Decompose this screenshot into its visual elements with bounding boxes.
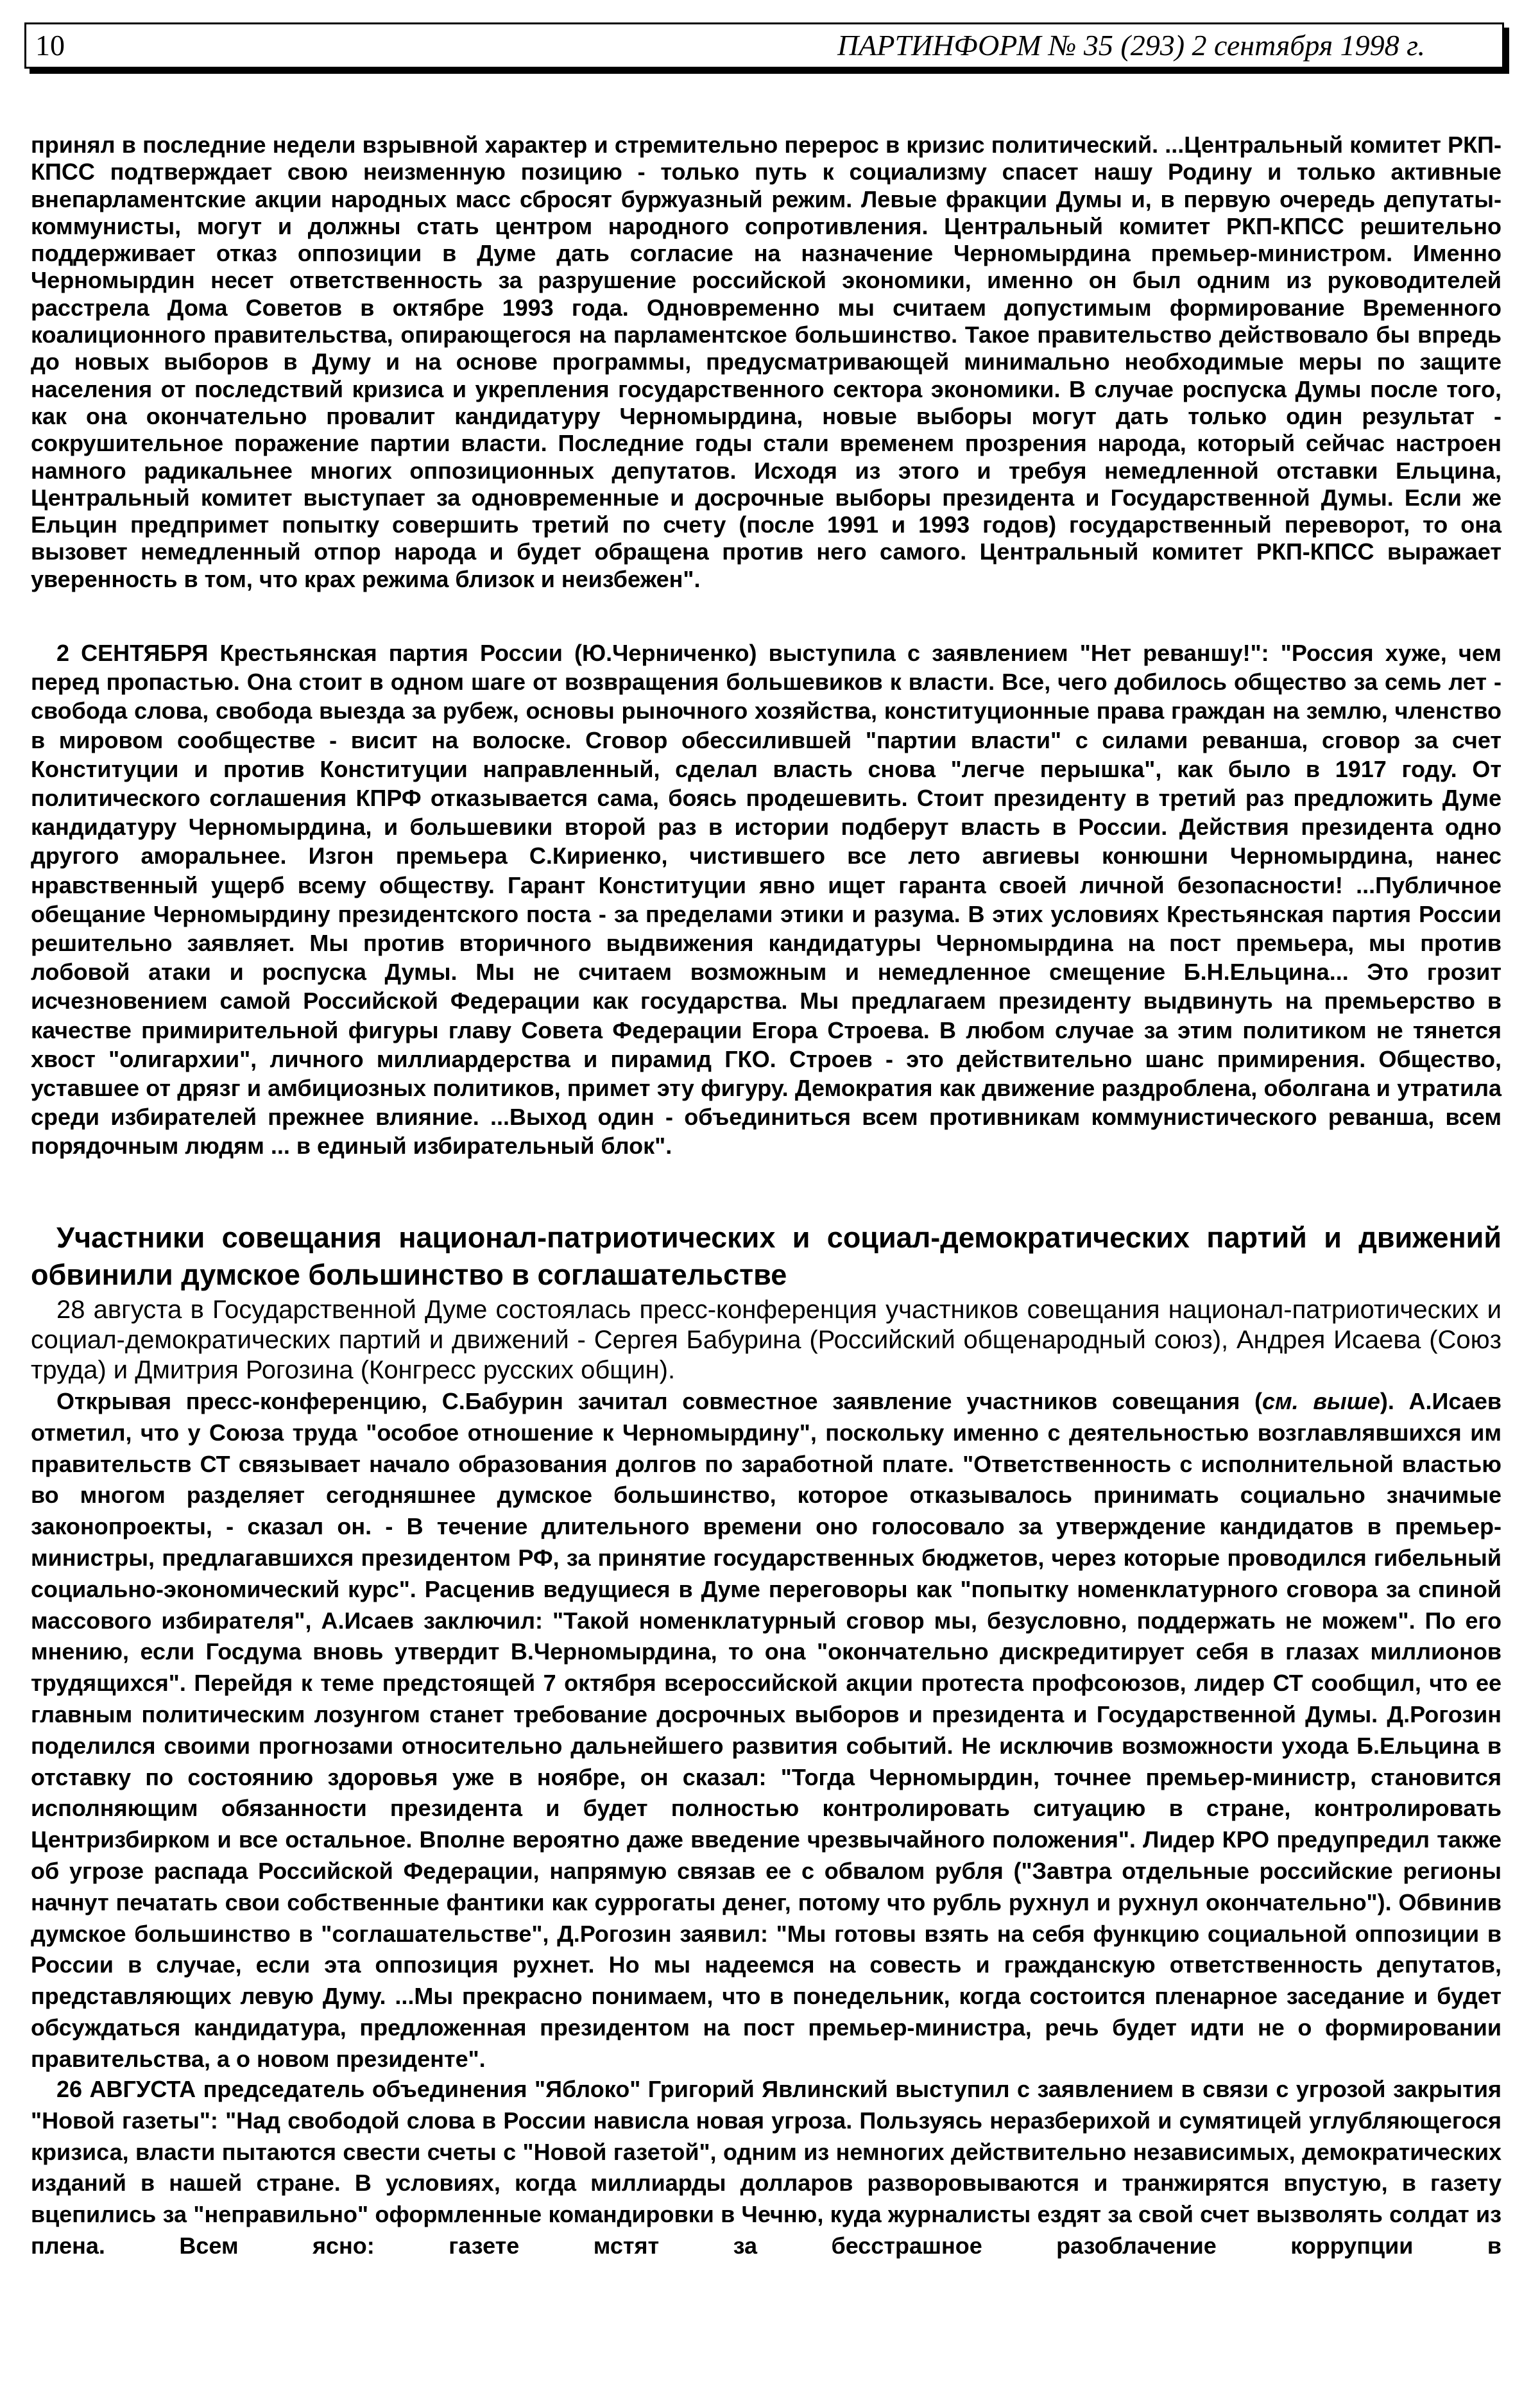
paragraph-peasant-party xyxy=(31,638,1502,1161)
paragraph-rkp-statement: принял в последние недели взрывной характер и стремительно перерос в кризис политический. ...Центральный комитет РКП-КПСС подтверждает свою неизменную позицию - только путь к социализму спасет нашу Родину и только активные внепарламентские акции народных масс сбросят буржуазный режим. Левые фракции Думы и, в первую очередь депутаты-коммунисты, могут и должны стать центром народного сопротивления. Центральный комитет РКП-КПСС решительно поддерживает отказ оппозиции в Думе дать согласие на назначение Черномырдина премьер-министром. Именно Черномырдин несет ответственность за разрушение российской экономики, именно он был одним из руководителей расстрела Дома Советов в октябре 1993 года. Одновременно мы считаем допустимым формирование Временного коалиционного правительства, опирающегося на парламентское большинство. Такое правительство действовало бы впредь до новых выборов в Думу и на основе программы, предусматривающей минимально необходимые меры по защите населения от последствий кризиса и укрепления государственного сектора экономики. В случае роспуска Думы после того, как она окончательно провалит кандидатуру Черномырдина, новые выборы могут дать только один результат - сокрушительное поражение партии власти. Последние годы стали временем прозрения народа, который сейчас настроен намного радикальнее многих оппозиционных депутатов. Исходя из этого и требуя немедленной отставки Ельцина, Центральный комитет выступает за одновременные и досрочные выборы президента и Государственной Думы. Если же Ельцин предпримет попытку совершить третий по счету (после 1991 и 1993 годов) государственный переворот, то она вызовет немедленный отпор народа и будет обращена против него самого. Центральный комитет РКП-КПСС выражает уверенность в том, что крах режима близок и неизбежен". xyxy=(31,132,1502,592)
paragraph-text: Крестьянская партия России (Ю.Черниченко) выступила с заявлением "Нет реваншу!": "Россия хуже, чем перед пропастью. Она стоит в одном шаге от возвращения большевиков к власти. Все, чего добилось общество за семь лет - свобода слова, свобода выезда за рубеж, основы рыночного хозяйства, конституционные права граждан на землю, членство в мировом сообществе - висит на волоске. Сговор обессилившей "партии власти" с силами реванша, сговор за счет Конституции и против Конституции направленный, сделал власть снова "легче перышка", как было в 1917 году. От политического соглашения КПРФ отказывается сама, боясь продешевить. Стоит президенту в третий раз предложить Думе кандидатуру Черномырдина, и большевики второй раз в истории подберут власть в России. Действия президента одно другого аморальнее. Изгон премьера С.Кириенко, чистившего все лето авгиевы конюшни Черномырдина, нанес нравственный ущерб всему обществу. Гарант Конституции явно ищет гаранта своей личной безопасности! ...Публичное обещание Черномырдину президентского поста - за пределами этики и разума. В этих условиях Крестьянская партия России решительно заявляет. Мы против вторичного выдвижения кандидатуры Черномырдина на пост премьера, мы против лобовой атаки и роспуска Думы. Мы не считаем возможным и немедленное смещение Б.Н.Ельцина... Это грозит исчезновением самой Российской Федерации как государства. Мы предлагаем президенту выдвинуть на премьерство в качестве примирительной фигуры главу Совета Федерации Егора Строева. В любом случае за этим политиком не тянется хвост "олигархии", личного миллиардерства и пирамид ГКО. Строев - это действительно шанс примирения. Общество, уставшее от дрязг и амбициозных политиков, примет эту фигуру. Демократия как движение раздроблена, оболгана и утратила среди избирателей прежнее влияние. ...Выход один - объединиться всем противникам коммунистического реванша, всем порядочным людям ... в единый избирательный блок". xyxy=(31,640,1502,1160)
paragraph-press-conference xyxy=(31,1386,1502,2075)
page-header xyxy=(24,22,1504,69)
article-heading: Участники совещания национал-патриотических и социал-демократических партий и движений обвинили думское большинство в соглашательстве xyxy=(31,1221,1502,1291)
cross-reference: см. выше xyxy=(1262,1388,1380,1414)
date-lead: 2 СЕНТЯБРЯ xyxy=(56,640,209,666)
paragraph-yabloko xyxy=(31,2074,1502,2262)
article-lead: 28 августа в Государственной Думе состоялась пресс-конференция участников совещания национал-патриотических и социал-демократических партий и движений - Сергея Бабурина (Российский общенародный союз), Андрея Исаева (Союз труда) и Дмитрия Рогозина (Конгресс русских общин). xyxy=(31,1296,1502,1384)
paragraph-text: Открывая пресс-конференцию, С.Бабурин зачитал совместное заявление участников совещания ( xyxy=(56,1388,1263,1414)
masthead: ПАРТИНФОРМ № 35 (293) 2 сентября 1998 г. xyxy=(837,29,1425,62)
date-lead: 26 АВГУСТА xyxy=(56,2076,196,2102)
page-number: 10 xyxy=(35,29,65,62)
paragraph-text: ). А.Исаев отметил, что у Союза труда "особое отношение к Черномырдину", поскольку именно с деятельностью возглавлявшихся им правительств СТ связывает начало образования долгов по заработной плате. "Ответственность с исполнительной властью во многом разделяет сегодняшнее думское большинство, которое отказывалось принимать социально значимые законопроекты, - сказал он. - В течение длительного времени оно голосовало за утверждение кандидатов в премьер-министры, предлагавшихся президентом РФ, за принятие государственных бюджетов, через которые проводился гибельный социально-экономический курс". Расценив ведущиеся в Думе переговоры как "попытку номенклатурного сговора за спиной массового избирателя", А.Исаев заключил: "Такой номенклатурный сговор мы, безусловно, поддержать не можем". По его мнению, если Госдума вновь утвердит В.Черномырдина, то она "окончательно дискредитирует себя в глазах миллионов трудящихся". Перейдя к теме предстоящей 7 октября всероссийской акции протеста профсоюзов, лидер СТ сообщил, что ее главным политическим лозунгом станет требование досрочных выборов и президента и Государственной Думы. Д.Рогозин поделился своими прогнозами относительно дальнейшего развития событий. Не исключив возможности ухода Б.Ельцина в отставку по состоянию здоровья уже в ноябре, он сказал: "Тогда Черномырдин, точнее премьер-министр, становится исполняющим обязанности президента и будет полностью контролировать ситуацию в стране, контролировать Центризбирком и все остальное. Вполне вероятно даже введение чрезвычайного положения". Лидер КРО предупредил также об угрозе распада Российской Федерации, напрямую связав ее с обвалом рубля ("Завтра отдельные российские регионы начнут печатать свои собственные фантики как суррогаты денег, потому что рубль рухнул и рухнул окончательно"). Обвинив думское большинство в "соглашательстве", Д.Рогозин заявил: "Мы готовы взять на себя функцию социальной оппозиции в России в случае, если эта оппозиция рухнет. Но мы надеемся на совесть и гражданскую ответственность депутатов, представляющих левую Думу. ...Мы прекрасно понимаем, что в понедельник, когда состоится пленарное заседание и будет обсуждаться кандидатура, предложенная президентом на пост премьер-министра, речь будет идти не о формировании правительства, а о новом президенте". xyxy=(31,1388,1502,2072)
paragraph-text: председатель объединения "Яблоко" Григорий Явлинский выступил с заявлением в связи с угрозой закрытия "Новой газеты": "Над свободой слова в России нависла новая угроза. Пользуясь неразберихой и сумятицей углубляющегося кризиса, власти пытаются свести счеты с "Новой газетой", одним из немногих действительно независимых, демократических изданий в нашей стране. В условиях, когда миллиарды долларов разворовываются и транжирятся впустую, в газету вцепились за "неправильно" оформленные командировки в Чечню, куда журналисты ездят за свой счет вызволять солдат из плена. Всем ясно: газете мстят за бесстрашное разоблачение коррупции в xyxy=(31,2076,1502,2259)
